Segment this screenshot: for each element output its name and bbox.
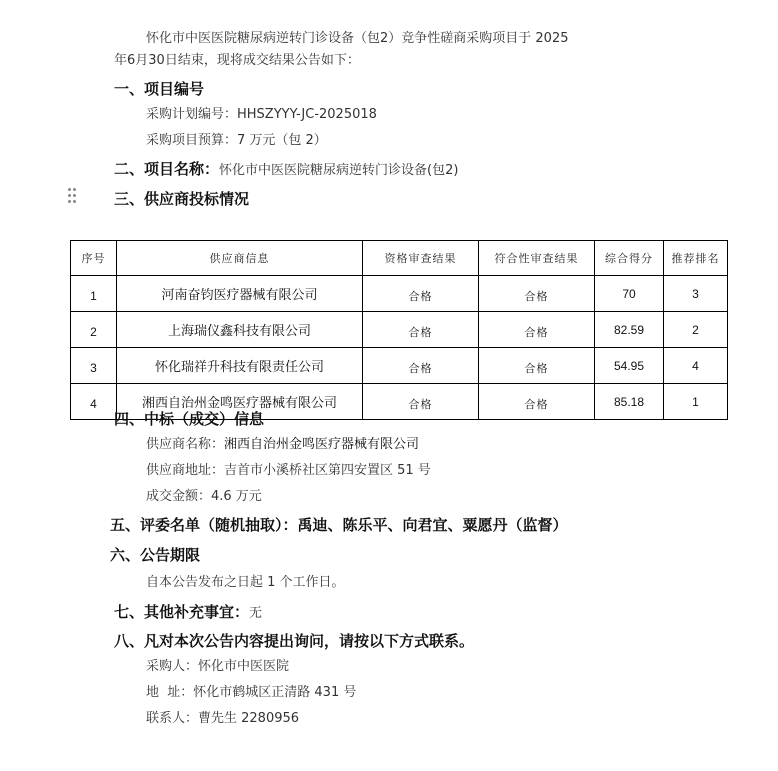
supplier-bid-table xyxy=(70,240,728,420)
section-other-matters-heading: 七、其他补充事宜： xyxy=(114,603,250,621)
drag-handle-icon[interactable] xyxy=(68,188,78,204)
cell-conformity: 合格 xyxy=(479,384,595,420)
intro-line-2: 年6月30日结束，现将成交结果公告如下： xyxy=(114,53,360,68)
cell-supplier: 湘西自治州金鸣医疗器械有限公司 xyxy=(117,384,363,420)
section-project-name-heading: 二、项目名称： xyxy=(114,160,220,178)
table-row xyxy=(71,348,728,384)
award-supplier-address: 供应商地址：吉首市小溪桥社区第四安置区 51 号 xyxy=(146,463,431,478)
header-no: 序号 xyxy=(71,241,117,276)
award-supplier-label: 供应商名称： xyxy=(146,437,225,452)
procurement-budget: 采购项目预算：7 万元（包 2） xyxy=(146,133,327,148)
header-score: 综合得分 xyxy=(595,241,664,276)
section-judges-heading: 五、评委名单（随机抽取）：禹迪、陈乐平、向君宜、粟愿丹（监督） xyxy=(110,516,568,534)
cell-qualification: 合格 xyxy=(363,384,479,420)
section-project-number-heading: 一、项目编号 xyxy=(114,80,205,98)
procurement-plan-number: 采购计划编号：HHSZYYY-JC-2025018 xyxy=(146,107,377,122)
cell-no: 4 xyxy=(71,384,117,420)
notice-period-text: 自本公告发布之日起 1 个工作日。 xyxy=(146,575,345,590)
award-amount: 成交金额：4.6 万元 xyxy=(146,489,262,504)
cell-rank: 2 xyxy=(664,312,728,348)
cell-rank: 4 xyxy=(664,348,728,384)
award-supplier-name xyxy=(146,436,419,454)
header-qualification: 资格审查结果 xyxy=(363,241,479,276)
cell-score: 54.95 xyxy=(595,348,664,384)
section-notice-period-heading: 六、公告期限 xyxy=(110,546,201,564)
cell-rank: 1 xyxy=(664,384,728,420)
contact-address: 地 址：怀化市鹤城区正清路 431 号 xyxy=(146,685,357,700)
header-supplier: 供应商信息 xyxy=(117,241,363,276)
cell-conformity: 合格 xyxy=(479,348,595,384)
intro-line-1: 怀化市中医医院糖尿病逆转门诊设备（包2）竞争性磋商采购项目于 2025 xyxy=(146,31,569,46)
cell-no: 2 xyxy=(71,312,117,348)
cell-conformity: 合格 xyxy=(479,276,595,312)
cell-supplier: 河南奋钧医疗器械有限公司 xyxy=(117,276,363,312)
header-conformity: 符合性审查结果 xyxy=(479,241,595,276)
section-project-name xyxy=(114,160,458,180)
cell-qualification: 合格 xyxy=(363,348,479,384)
cell-rank: 3 xyxy=(664,276,728,312)
cell-score: 85.18 xyxy=(595,384,664,420)
cell-supplier: 怀化瑞祥升科技有限责任公司 xyxy=(117,348,363,384)
header-rank: 推荐排名 xyxy=(664,241,728,276)
other-matters-value: 无 xyxy=(249,606,263,621)
table-row xyxy=(71,276,728,312)
cell-qualification: 合格 xyxy=(363,276,479,312)
award-supplier-value: 湘西自治州金鸣医疗器械有限公司 xyxy=(224,437,420,452)
contact-purchaser: 采购人：怀化市中医医院 xyxy=(146,659,290,674)
section-other-matters xyxy=(114,603,262,623)
cell-supplier: 上海瑞仪鑫科技有限公司 xyxy=(117,312,363,348)
cell-score: 82.59 xyxy=(595,312,664,348)
table-row xyxy=(71,312,728,348)
cell-no: 3 xyxy=(71,348,117,384)
cell-score: 70 xyxy=(595,276,664,312)
section-contact-heading: 八、凡对本次公告内容提出询问，请按以下方式联系。 xyxy=(114,632,475,650)
section-award-heading: 四、中标（成交）信息 xyxy=(114,410,265,428)
section-bid-status-heading: 三、供应商投标情况 xyxy=(114,190,250,208)
contact-person: 联系人：曹先生 2280956 xyxy=(146,711,300,726)
cell-no: 1 xyxy=(71,276,117,312)
cell-qualification: 合格 xyxy=(363,312,479,348)
cell-conformity: 合格 xyxy=(479,312,595,348)
table-header-row xyxy=(71,241,728,276)
project-name-value: 怀化市中医医院糖尿病逆转门诊设备(包2) xyxy=(219,163,459,178)
